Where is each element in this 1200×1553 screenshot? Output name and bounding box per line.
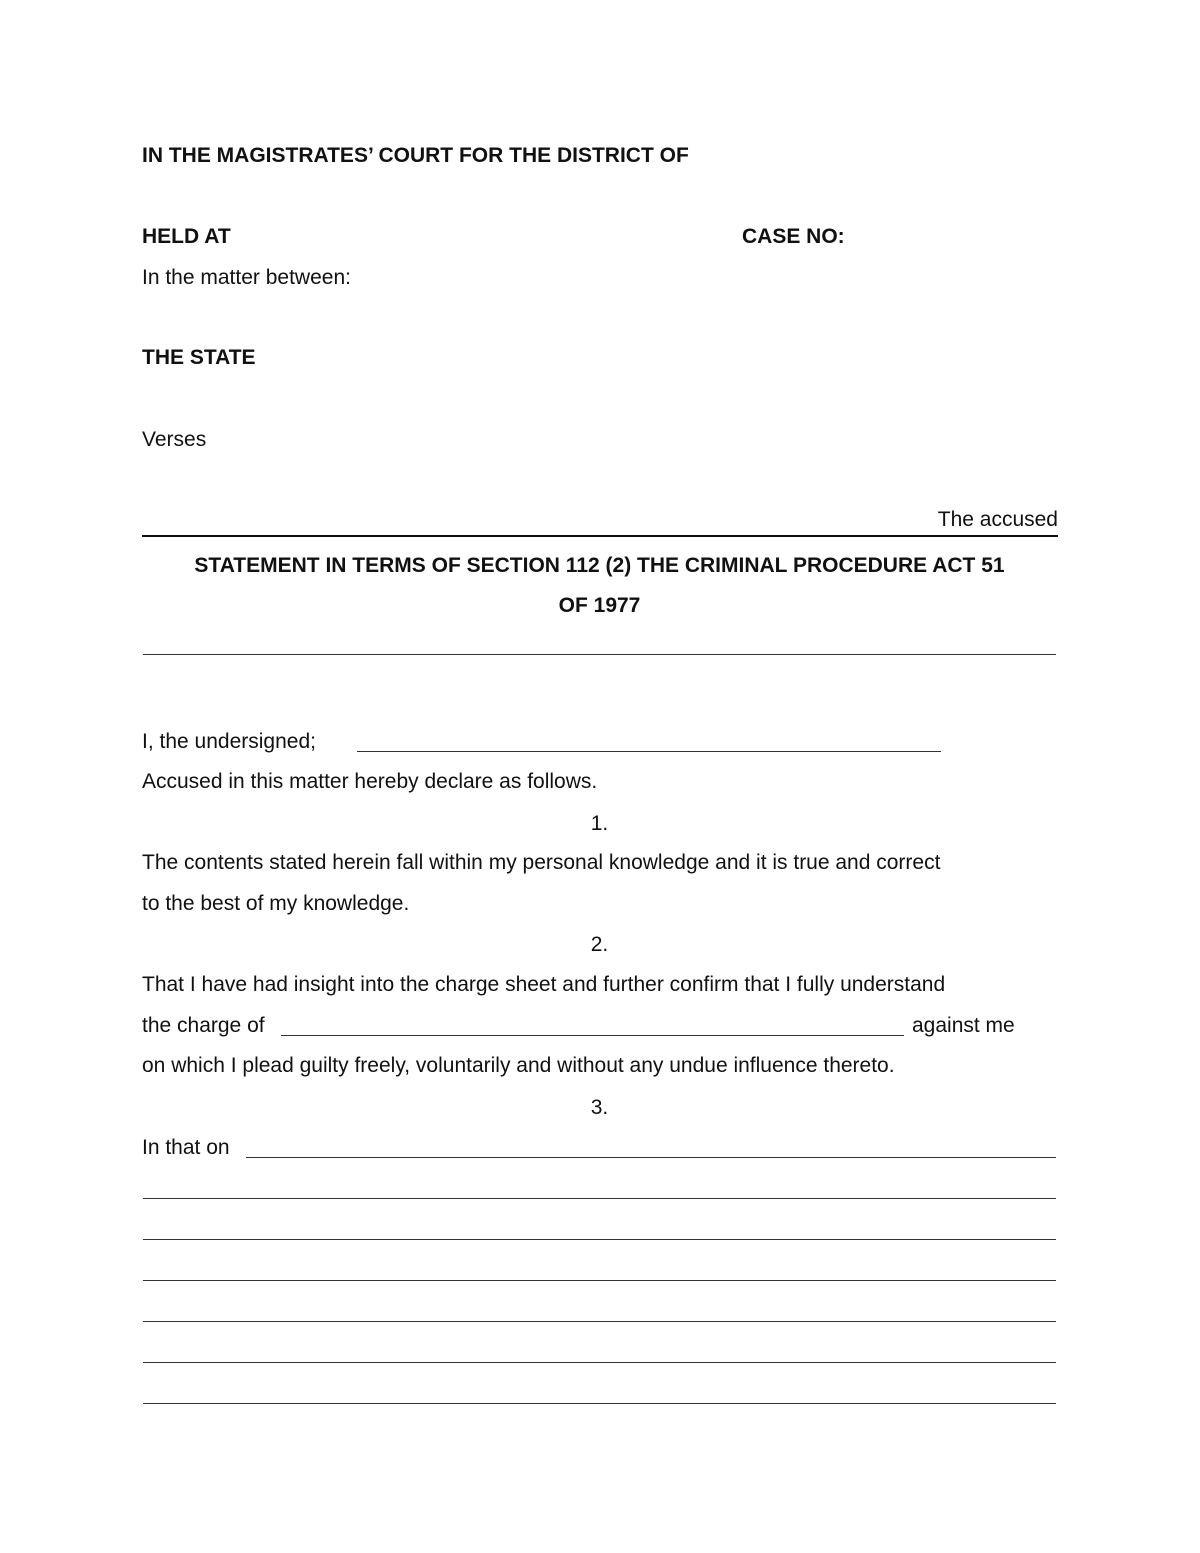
paragraph-3-field-line-4[interactable] <box>143 1280 1056 1281</box>
charge-suffix: against me <box>912 1014 1015 1037</box>
paragraph-3-prefix: In that on <box>142 1136 230 1159</box>
paragraph-1-number: 1. <box>590 812 609 835</box>
title-underline <box>143 654 1056 655</box>
paragraph-1-line-1: The contents stated herein fall within my personal knowledge and it is true and correct <box>142 851 941 874</box>
statement-title-line1: STATEMENT IN TERMS OF SECTION 112 (2) THE CRIMINAL PROCEDURE ACT 51 <box>194 554 1005 577</box>
versus-text: Verses <box>142 428 207 451</box>
paragraph-2-line-1: That I have had insight into the charge sheet and further confirm that I fully understand <box>142 973 946 996</box>
charge-prefix: the charge of <box>142 1014 265 1037</box>
paragraph-1-line-2: to the best of my knowledge. <box>142 892 410 915</box>
charge-field[interactable] <box>281 1035 904 1036</box>
undersigned-name-field[interactable] <box>357 751 941 752</box>
paragraph-3-number: 3. <box>590 1096 609 1119</box>
matter-between-text: In the matter between: <box>142 266 351 289</box>
declare-text: Accused in this matter hereby declare as follows. <box>142 770 598 793</box>
paragraph-3-field-line-7[interactable] <box>143 1403 1056 1404</box>
undersigned-label: I, the undersigned; <box>142 730 316 753</box>
paragraph-3-field-line-2[interactable] <box>143 1198 1056 1199</box>
paragraph-2-number: 2. <box>590 933 609 956</box>
paragraph-3-field-line-1[interactable] <box>246 1157 1056 1158</box>
paragraph-2-line-3: on which I plead guilty freely, voluntarily and without any undue influence thereto. <box>142 1054 895 1077</box>
party-state: THE STATE <box>142 346 256 369</box>
statement-title-line2: OF 1977 <box>558 594 641 617</box>
court-title: IN THE MAGISTRATES’ COURT FOR THE DISTRICT OF <box>142 144 689 167</box>
case-no-label: CASE NO: <box>742 225 845 248</box>
party-accused: The accused <box>937 508 1058 531</box>
paragraph-3-field-line-6[interactable] <box>143 1362 1056 1363</box>
paragraph-3-field-line-5[interactable] <box>143 1321 1056 1322</box>
paragraph-3-field-line-3[interactable] <box>143 1239 1056 1240</box>
held-at-label: HELD AT <box>142 225 231 248</box>
header-divider <box>142 535 1058 537</box>
